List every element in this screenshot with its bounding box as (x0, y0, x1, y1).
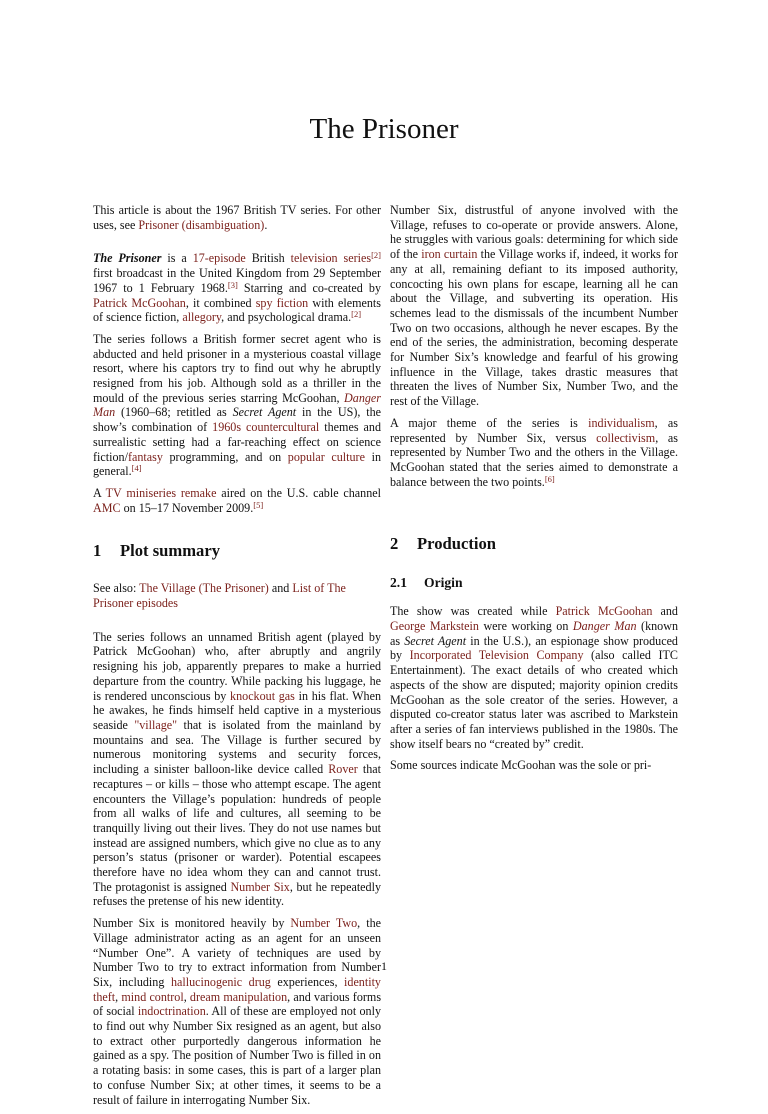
wiki-link[interactable]: iron curtain (421, 247, 478, 262)
text-run: A (93, 485, 106, 500)
italic-text: Secret Agent (232, 405, 297, 420)
text-run: , (115, 989, 122, 1004)
intro-paragraph (93, 332, 381, 479)
section-number: 1 (93, 541, 102, 561)
hatnote-link[interactable]: Prisoner (disambiguation) (138, 217, 265, 232)
text-run: The series follows a British former secret agent who is abducted and held prisoner in a mysterious coastal village resort, where his captors try to find out why he abruptly resigned from his job. Although sold as a thriller in the mould of the previous series starring McGoohan, (93, 331, 381, 405)
text-run: , it combined (185, 295, 256, 310)
citation (253, 500, 263, 510)
text-run: were working on (478, 619, 573, 634)
citation (228, 280, 238, 290)
italic-text: Secret Agent (404, 633, 467, 648)
plot-paragraph (390, 416, 678, 490)
spacer (93, 239, 381, 251)
text-run: themes and surrealistic setting had a far-reaching effect on science fiction/ (93, 420, 381, 464)
text-run: Number Six, distrustful of anyone involved with the Village, refuses to co-operate or provide answers. Alone, he struggles with various goals: determining for which side of the (390, 203, 678, 262)
citation-link[interactable]: [2] (351, 309, 362, 320)
section-number: 2 (390, 534, 399, 554)
text-run: , but he repeatedly refuses the pretense of his new identity. (93, 879, 381, 909)
plot-paragraph (93, 630, 381, 909)
text-run: Starring and co-created by (237, 280, 381, 295)
text-run: in his flat. When he awakes, he finds himself held captive in a mysterious seaside (93, 688, 382, 732)
text-run: aired on the U.S. cable channel (216, 485, 381, 500)
text-run: , and psychological drama. (221, 310, 352, 325)
production-paragraph (390, 758, 678, 773)
wiki-link[interactable]: AMC (93, 500, 121, 515)
text-run: in the US), the show’s combination of (93, 405, 381, 435)
text-run: (also called ITC Entertainment). The exact details of who created which aspects of the show are disputed; majority opinion credits McGoohan as the sole creator of the series. However, a disputed co-creator status later was ascribed to Markstein after a series of fan interviews published in the 1980s. The show itself bears no “created by” credit. (390, 648, 678, 751)
text-run: and (268, 581, 293, 596)
text-run: , the Village administrator acting as an agent for an unseen “Number One”. A variety of techniques are used by Number Two to try to extract information from Number Six, including (93, 916, 381, 989)
text-run: , (183, 989, 190, 1004)
wiki-link[interactable]: Rover (328, 762, 358, 777)
wiki-link[interactable]: collectivism (596, 430, 656, 445)
wiki-link[interactable]: George Markstein (390, 619, 479, 634)
wiki-link[interactable]: Danger Man (572, 619, 637, 634)
wiki-link[interactable]: List of The Prisoner episodes (93, 581, 346, 611)
page-number: 1 (381, 959, 387, 973)
text-run: Some sources indicate McGoohan was the sole or pri- (390, 758, 652, 773)
text-run: that is isolated from the mainland by mountains and sea. The Village is further secured by numerous monitoring systems and security forces, including a sinister balloon-like device called (93, 717, 381, 777)
text-run: , as represented by Number Two and the others in the Village. McGoohan stated that the series aimed to demonstrate a balance between the two points. (390, 430, 678, 489)
text-run: first broadcast in the United Kingdom from 29 September 1967 to 1 February 1968. (93, 266, 381, 295)
text-run: the Village works if, indeed, it works for any at all, remaining defiant to its imposed authority, concocting his own plans for escape, learning all he can about the Village, and subverting its operation. His schemes lead to the dismissals of the incumbent Number Two on two occasions, although he never escapes. By the end of the series, the administration, becoming desperate for Number Six’s knowledge and fearful of his growing influence in the Village, takes drastic measures that threaten the lives of Number Six, Number Two, and the rest of the Village. (390, 247, 678, 409)
wiki-link[interactable]: television series (290, 251, 372, 266)
text-run: (1960–68; retitled as (115, 405, 233, 420)
wiki-link[interactable]: The Village (The Prisoner) (139, 581, 269, 596)
wiki-link[interactable]: 1960s countercultural (212, 420, 320, 435)
hatnote (93, 203, 381, 232)
wiki-link[interactable]: indoctrination (137, 1004, 206, 1019)
wiki-link[interactable]: "village" (134, 717, 178, 732)
citation (132, 463, 142, 473)
wiki-link[interactable]: allegory (182, 310, 222, 325)
bold-italic-title: The Prisoner (93, 251, 162, 266)
text-run: and (652, 604, 678, 619)
citation-link[interactable]: [3] (227, 279, 238, 290)
see-also-note (93, 581, 381, 610)
left-column (93, 203, 381, 1114)
section-heading-production (390, 534, 678, 554)
production-paragraph (390, 604, 678, 751)
plot-paragraph (390, 203, 678, 409)
citation-link[interactable]: [2] (371, 250, 381, 261)
wiki-link[interactable]: hallucinogenic drug (170, 974, 271, 989)
wiki-link[interactable]: Incorporated Television Company (409, 648, 584, 663)
hatnote-text: This article is about the 1967 British TV series. For other uses, see (93, 203, 381, 232)
wiki-link[interactable]: Danger Man (93, 390, 381, 420)
wiki-link[interactable]: fantasy (127, 449, 163, 464)
text-run: , as represented by Number Six, versus (390, 415, 678, 445)
text-run: Number Six is monitored heavily by (93, 916, 291, 931)
text-run: See also: (93, 581, 140, 596)
section-title: Plot summary (120, 541, 221, 561)
wiki-link[interactable]: popular culture (287, 449, 365, 464)
wiki-link[interactable]: Number Six (230, 879, 290, 894)
subsection-title: Origin (424, 575, 463, 591)
citation (351, 309, 361, 319)
wiki-link[interactable]: identity theft (93, 974, 381, 1004)
text-run: in the U.S.), an espionage show produced by (390, 633, 678, 663)
article-title: The Prisoner (309, 113, 459, 145)
wiki-link[interactable]: dream manipulation (189, 989, 288, 1004)
section-title: Production (417, 534, 496, 554)
wiki-link[interactable]: individualism (588, 415, 655, 430)
text-run: programming, and on (162, 449, 288, 464)
text-run: is a (161, 251, 193, 266)
wiki-link[interactable]: mind control (121, 989, 184, 1004)
wiki-link[interactable]: 17-episode (192, 251, 246, 266)
text-run: (known as (390, 619, 679, 648)
wiki-link[interactable]: Patrick McGoohan (93, 295, 186, 310)
citation-link[interactable]: [6] (544, 473, 555, 484)
text-run: experiences, (270, 974, 345, 989)
text-run: that recaptures – or kills – those who attempt escape. The agent encounters the Village’s population: hundreds of people from all walks of life and cultures, all seeming to be tranquilly living out their lives. They do not use names but instead are assigned numbers, which give no clue as to any person’s status (prisoner or warder). Potential escapees therefore have no idea whom they can and cannot trust. The protagonist is assigned (93, 762, 381, 894)
text-run: with elements of science fiction, (93, 295, 381, 325)
text-run: British (245, 251, 291, 266)
text-run: , and various forms of social (93, 989, 382, 1019)
text-run: on 15–17 November 2009. (120, 500, 254, 515)
hatnote-end: . (264, 217, 268, 232)
intro-paragraph (93, 486, 381, 515)
text-run: A major theme of the series is (390, 415, 589, 430)
text-run: in general. (93, 449, 381, 479)
subsection-heading-origin (390, 574, 678, 591)
subsection-number: 2.1 (390, 575, 407, 591)
citation-link[interactable]: [5] (253, 499, 264, 510)
wiki-link[interactable]: Number Two (290, 916, 358, 931)
citation (371, 250, 381, 260)
intro-paragraph (93, 251, 381, 325)
text-run: The series follows an unnamed British agent (played by Patrick McGoohan) who, after abruptly and angrily resigning his job, apparently prepares to make a hurried departure from the country. While packing his luggage, he is rendered unconscious by (93, 629, 381, 703)
citation-link[interactable]: [4] (131, 463, 142, 474)
citation (545, 474, 555, 484)
wiki-link[interactable]: spy fiction (255, 295, 309, 310)
wiki-link[interactable]: knockout gas (230, 688, 295, 703)
spacer (390, 496, 678, 508)
spacer (93, 618, 381, 630)
text-run: The show was created while (390, 604, 556, 619)
section-heading-plot-summary (93, 541, 381, 561)
text-run: . All of these are employed not only to find out why Number Six resigned as an agent, but also to extract other purportedly dangerous information he gained as a spy. The position of Number Two is filled in on a rotating basis: in some cases, this is part of a larger plan to confuse Number Six; at other times, it seems to be a result of failure in interrogating Number Six. (93, 1004, 381, 1107)
wiki-link[interactable]: Patrick McGoohan (555, 604, 653, 619)
wiki-link[interactable]: TV miniseries remake (105, 485, 217, 500)
plot-paragraph (93, 916, 381, 1107)
right-column (390, 203, 678, 780)
